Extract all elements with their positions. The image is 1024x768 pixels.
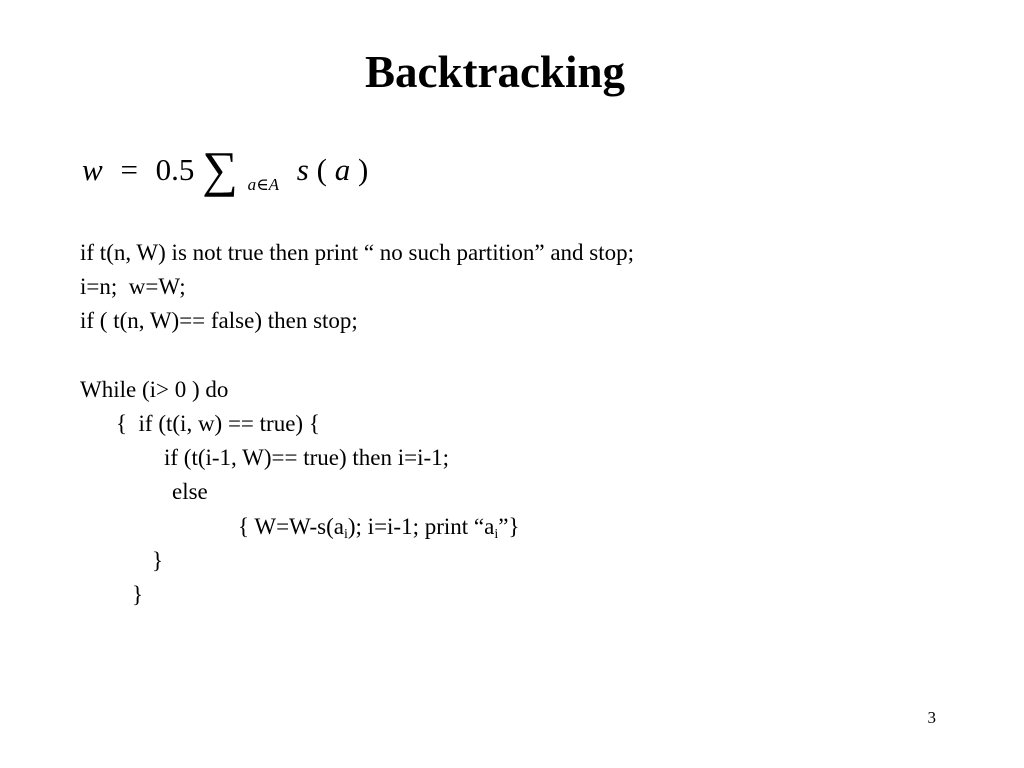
- code-line-8-subscript-2: i: [494, 526, 499, 542]
- code-line-8-subscript-1: i: [343, 526, 348, 542]
- code-line-2: i=n; w=W;: [80, 274, 186, 300]
- formula-equals: =: [120, 152, 138, 187]
- formula-coefficient: 0.5: [155, 152, 195, 187]
- formula-open-paren: (: [316, 152, 327, 187]
- code-line-8-part-2: ); i=i-1; print “a: [347, 513, 495, 539]
- formula-function: s: [296, 152, 309, 187]
- formula-close-paren: ): [357, 152, 369, 187]
- summation-symbol: ∑: [202, 141, 238, 197]
- summation-subscript: a∈A: [247, 175, 280, 194]
- algorithm-text: [80, 236, 634, 612]
- code-line-8-part-3: ”}: [498, 513, 520, 539]
- code-line-1: if t(n, W) is not true then print “ no such partition” and stop;: [80, 240, 635, 265]
- code-line-3: if ( t(n, W)== false) then stop;: [80, 308, 358, 334]
- slide-title: Backtracking: [364, 47, 625, 97]
- code-line-4: While (i> 0 ) do: [80, 376, 229, 402]
- code-line-7: else: [172, 479, 208, 505]
- code-line-5: { if (t(i, w) == true) {: [116, 410, 320, 436]
- formula-argument: a: [334, 152, 351, 187]
- code-line-8-part-1: { W=W-s(a: [238, 513, 344, 539]
- code-line-6: if (t(i-1, W)== true) then i=i-1;: [164, 445, 450, 471]
- slide-page-number: 3: [927, 708, 936, 727]
- blank-line: [80, 339, 634, 373]
- code-line-8: [80, 510, 634, 544]
- code-line-9: }: [152, 547, 164, 573]
- formula-lhs: w: [82, 152, 103, 187]
- formula: [82, 138, 368, 202]
- code-line-10: }: [132, 581, 144, 607]
